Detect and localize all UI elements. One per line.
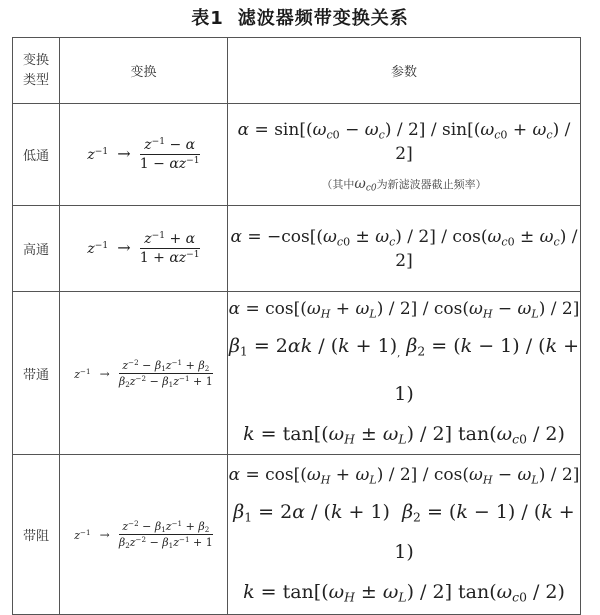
transform-bandstop: $z^{-1}$ → $\frac{z^{-2} - \beta_1z^{-1} + \beta_2}{\beta_2z^{-2} - \beta_1z^{-1} + 1}$ — [60, 455, 228, 615]
lowpass-note: （其中$\omega_{c0}$为新滤波器截止频率） — [321, 175, 487, 194]
transform-lowpass: $z^{-1}$ → $\frac{z^{-1} - \alpha}{1 - \alpha z^{-1}}$ — [60, 104, 228, 206]
params-bandpass: $\alpha = \cos[(\omega_H + \omega_L) / 2] / \cos(\omega_H - \omega_L) / 2$] $\beta_1 = 2\alpha k / (k + 1)_,$ $\beta_2 = (k - 1) / (k + 1)$ $k = \tan[(\omega_H \pm \omega_L) / 2]$ $\tan(\omega_{c0} / 2)$ — [228, 292, 581, 455]
table-row-highpass — [13, 206, 581, 292]
table-title-text: 滤波器频带变换关系 — [237, 8, 409, 29]
type-highpass: 高通 — [13, 206, 60, 292]
params-highpass: $\alpha = -\cos[(\omega_{c0} \pm \omega_c) / 2] / \cos(\omega_{c0} \pm \omega_c) / 2$] — [228, 206, 581, 292]
transform-bandpass: $z^{-1}$ → $\frac{z^{-2} - \beta_1z^{-1} + \beta_2}{\beta_2z^{-2} - \beta_1z^{-1} + 1}$ — [60, 292, 228, 455]
header-row — [13, 38, 581, 104]
type-bandpass: 带通 — [13, 292, 60, 455]
type-bandstop: 带阻 — [13, 455, 60, 615]
table-row-bandpass — [13, 292, 581, 455]
header-type: 变换 类型 — [13, 38, 60, 104]
table-row-lowpass — [13, 104, 581, 206]
table-title — [0, 4, 600, 30]
filter-transform-table — [12, 37, 581, 615]
table-number: 表1 — [191, 8, 224, 29]
header-params: 参数 — [228, 38, 581, 104]
table-row-bandstop — [13, 455, 581, 615]
header-transform: 变换 — [60, 38, 228, 104]
type-lowpass: 低通 — [13, 104, 60, 206]
params-lowpass: $\alpha = \sin[(\omega_{c0} - \omega_c) / 2] / \sin[(\omega_{c0} + \omega_c) / 2]$ （其中$\omega_{c0}$为新滤波器截止频率） — [228, 104, 581, 206]
params-bandstop: $\alpha = \cos[(\omega_H + \omega_L) / 2] / \cos(\omega_H - \omega_L) / 2$] $\beta_1 = 2\alpha / (k + 1) \beta_2 = (k - 1) / (k + 1)$ $k = \tan[(\omega_H \pm \omega_L) / 2]$ $\tan(\omega_{c0} / 2)$ — [228, 455, 581, 615]
transform-highpass: $z^{-1}$ → $\frac{z^{-1} + \alpha}{1 + \alpha z^{-1}}$ — [60, 206, 228, 292]
